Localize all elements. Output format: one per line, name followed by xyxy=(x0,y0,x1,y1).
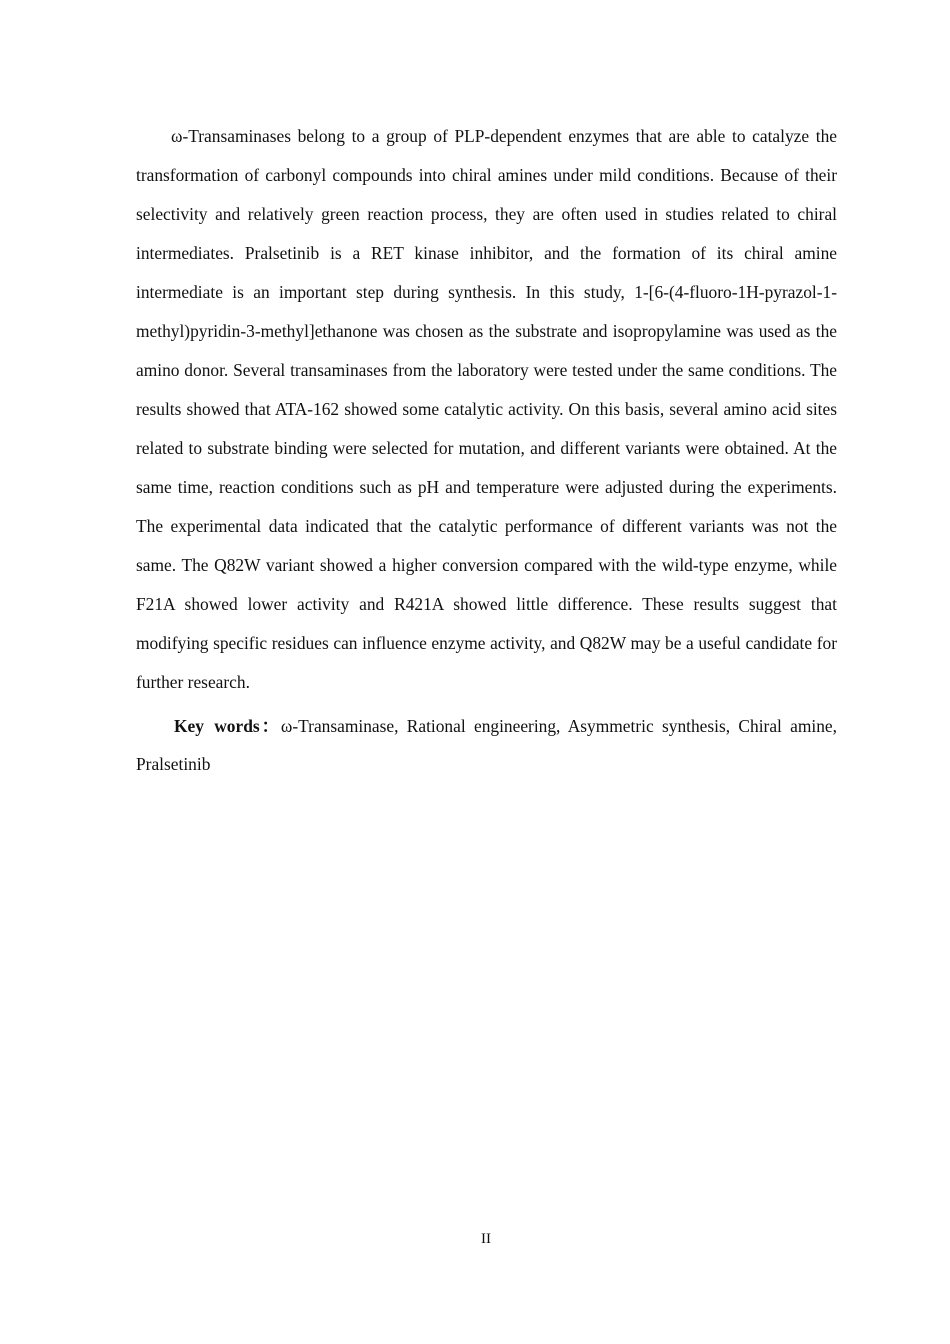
page-number: II xyxy=(481,1231,491,1247)
keywords-list: ω-Transaminase, Rational engineering, Asymmetric synthesis, Chiral amine, Pralsetinib xyxy=(136,716,837,774)
keywords-label: Key words： xyxy=(174,716,281,736)
abstract-paragraph: ω-Transaminases belong to a group of PLP-dependent enzymes that are able to catalyze the transformation of carbonyl compounds into chiral amines under mild conditions. Because of their selectivity and relatively green reaction process, they are often used in studies related to chiral intermediates. Pralsetinib is a RET kinase inhibitor, and the formation of its chiral amine intermediate is an important step during synthesis. In this study, 1-[6-(4-fluoro-1H-pyrazol-1-methyl)pyridin-3-methyl]ethanone was chosen as the substrate and isopropylamine was used as the amino donor. Several transaminases from the laboratory were tested under the same conditions. The results showed that ATA-162 showed some catalytic activity. On this basis, several amino acid sites related to substrate binding were selected for mutation, and different variants were obtained. At the same time, reaction conditions such as pH and temperature were adjusted during the experiments. The experimental data indicated that the catalytic performance of different variants was not the same. The Q82W variant showed a higher conversion compared with the wild-type enzyme, while F21A showed lower activity and R421A showed little difference. These results suggest that modifying specific residues can influence enzyme activity, and Q82W may be a useful candidate for further research. xyxy=(136,126,837,692)
keywords-paragraph xyxy=(136,707,837,783)
